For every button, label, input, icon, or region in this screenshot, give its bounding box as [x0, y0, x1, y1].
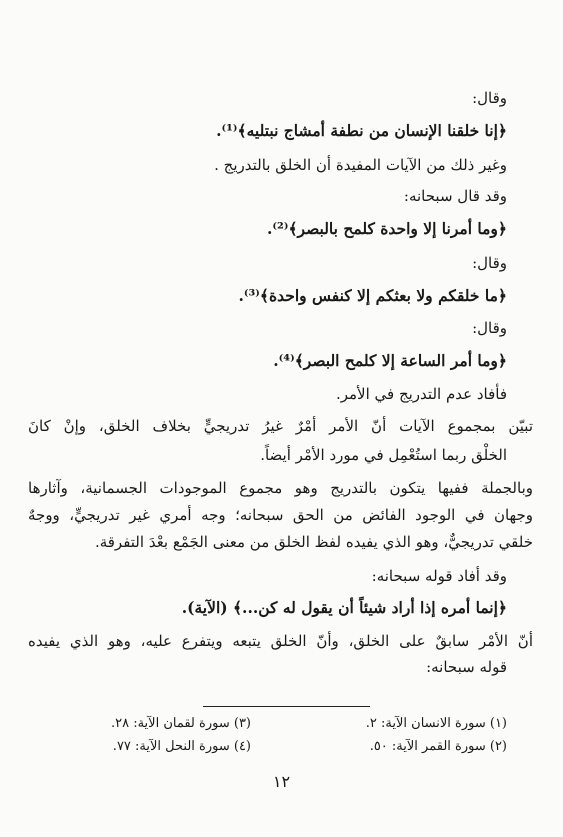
text-line: وجهان في الوجود الفائض من الحق سبحانه؛ وجه أمري غير تدريجيٍّ، ووجهٌ	[28, 506, 533, 524]
text-line: وغير ذلك من الآيات المفيدة أن الخلق بالتدريج .	[214, 156, 507, 174]
text-line: وقال:	[472, 89, 507, 107]
text-line: وقد أفاد قوله سبحانه:	[371, 567, 507, 585]
text-line: خلقي تدريجيٌّ، وهو الذي يفيده لفظ الخلق من معنى الجَمْع بعْدَ التفرقة.	[94, 533, 533, 551]
quran-verse: ﴿إنا خلقنا الإنسان من نطفة أمشاج نبتليه﴾⁽¹⁾.	[216, 121, 507, 140]
footnote-2: (٢) سورة القمر الآية: ٥٠.	[369, 739, 507, 754]
text-line: فأفاد عدم التدريج في الأمر.	[335, 385, 507, 403]
footnote-1: (١) سورة الانسان الآية: ٢.	[365, 716, 507, 731]
text-line: الخلْق ربما استُعْمِل في مورد الأمْر أيضاً.	[260, 446, 507, 464]
text-line: قوله سبحانه:	[426, 658, 507, 676]
quran-verse: ﴿إنما أمره إذا أراد شيئاً أن يقول له كن...﴾ (الآية).	[181, 598, 507, 617]
footnote-4: (٤) سورة النحل الآية: ٧٧.	[112, 739, 251, 754]
text-line: وقد قال سبحانه:	[403, 187, 507, 205]
quran-verse: ﴿وما أمر الساعة إلا كلمح البصر﴾⁽⁴⁾.	[273, 351, 507, 370]
quran-verse: ﴿وما أمرنا إلا واحدة كلمح بالبصر﴾⁽²⁾.	[267, 219, 507, 238]
text-line: أنّ الأمْر سابقٌ على الخلق، وأنّ الخلق يتبعه ويتفرع عليه، وهو الذي يفيده	[28, 632, 533, 650]
page-number: ١٢	[272, 772, 291, 791]
text-line: تبيّن بمجموع الآيات أنّ الأمر أمْرٌ غيرُ تدريجيٍّ بخلاف الخلق، وإنْ كانَ	[28, 417, 533, 435]
footnote-3: (٣) سورة لقمان الآية: ٢٨.	[110, 716, 251, 731]
text-line: وبالجملة ففيها يتكون بالتدريج وهو مجموع الموجودات الجسمانية، وآثارها	[28, 479, 533, 497]
footnote-separator	[203, 706, 370, 707]
quran-verse: ﴿ما خلقكم ولا بعثكم إلا كنفس واحدة﴾⁽³⁾.	[238, 286, 507, 305]
text-line: وقال:	[472, 319, 507, 337]
text-line: وقال:	[472, 254, 507, 272]
